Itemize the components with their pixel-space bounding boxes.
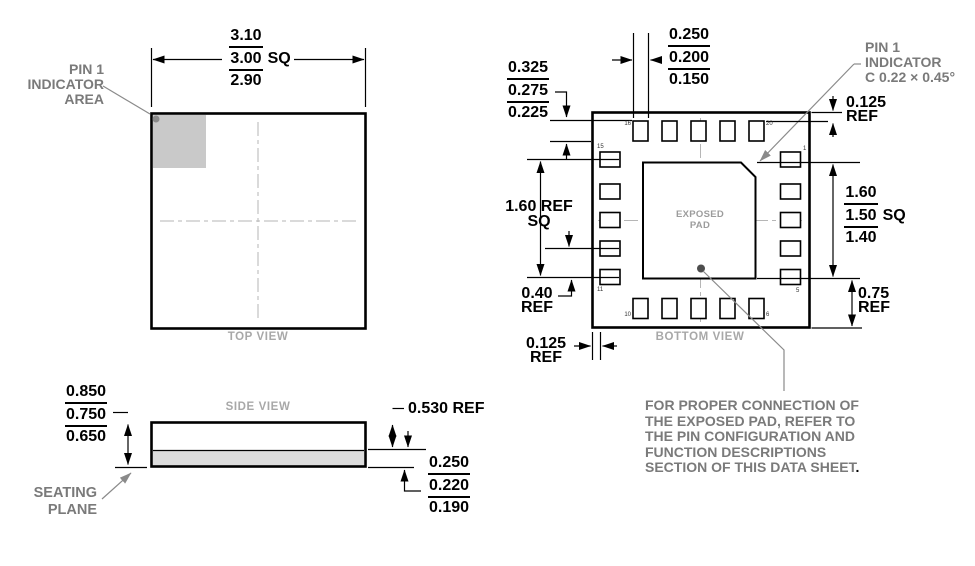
left-leads (600, 152, 620, 285)
pad-size-dimension (842, 184, 906, 250)
note-line1: FOR PROPER CONNECTION OF (645, 397, 859, 413)
height-min: 0.650 (65, 428, 107, 445)
pin-number-10: 10 (624, 312, 631, 318)
exposed-pad-note (645, 398, 859, 476)
lead-width-min: 0.150 (668, 71, 710, 88)
lead-length-dimension (501, 59, 555, 125)
lead-width-dimension (662, 26, 716, 92)
body-size-suffix: SQ (267, 49, 291, 67)
lead-thickness-dimension (423, 454, 475, 520)
pad-size-nom: 1.50 (845, 206, 877, 224)
pad-size-suffix: SQ (882, 206, 906, 224)
edge-clearance-dimension (518, 337, 574, 365)
pin1-indicator-line2: INDICATOR (865, 54, 942, 70)
pin-number-5: 5 (796, 288, 800, 294)
pin1-area-line1: PIN 1 (68, 61, 104, 77)
side-view-figure (102, 409, 426, 500)
pad-to-edge-value: 0.75 (858, 285, 890, 302)
lead-span-line2: SQ (527, 213, 551, 230)
pitch-dimension (512, 287, 562, 315)
side-view-label: SIDE VIEW (225, 401, 291, 413)
pin-number-1: 1 (803, 146, 807, 152)
note-line2: THE EXPOSED PAD, REFER TO (645, 412, 856, 429)
height-dimension (60, 383, 112, 449)
top-leads (633, 121, 764, 141)
lead-width-max: 0.250 (668, 26, 710, 47)
pitch-ref: REF (521, 299, 553, 316)
top-view-label: TOP VIEW (227, 331, 289, 343)
lead-span-line1: 1.60 REF (505, 198, 573, 215)
note-line3: THE PIN CONFIGURATION AND (645, 428, 855, 444)
bottom-view-label: BOTTOM VIEW (655, 331, 745, 343)
pin-number-11: 11 (597, 287, 604, 293)
note-line5-text: SECTION OF THIS DATA SHEET (645, 459, 856, 475)
pad-size-max: 1.60 (844, 184, 877, 205)
pin1-indicator-line1: PIN 1 (865, 39, 901, 55)
lead-thickness-min: 0.190 (428, 499, 470, 516)
pin1-indicator-area-fill (153, 115, 206, 168)
seating-plane-label (7, 485, 97, 518)
pin1-area-line2: INDICATOR (27, 76, 104, 92)
body-size-dimension (214, 27, 291, 93)
pad-size-min: 1.40 (845, 229, 877, 246)
edge-clearance-ref: REF (530, 349, 562, 366)
lead-setback-value: 0.125 (846, 94, 887, 111)
body-size-min: 2.90 (230, 72, 262, 89)
bottom-leads (633, 299, 764, 319)
seating-plane-line2: PLANE (47, 501, 97, 518)
lead-length-min: 0.225 (507, 104, 549, 121)
lead-span-dimension (498, 199, 580, 229)
lead-length-nom: 0.275 (507, 82, 549, 103)
pad-size-nom-row (844, 206, 906, 228)
lead-length-max: 0.325 (507, 59, 549, 80)
pin-number-6: 6 (766, 312, 770, 318)
pin1-area-leader-dot (153, 116, 160, 123)
exposed-pad-line1: EXPOSED (675, 209, 725, 220)
lead-setback-ref: REF (846, 108, 878, 125)
body-ref-dimension: 0.530 REF (408, 400, 485, 417)
note-period: . (855, 459, 860, 475)
height-max: 0.850 (65, 383, 107, 404)
pad-to-edge-ref: REF (858, 299, 890, 316)
exposed-pad-line2: PAD (689, 220, 711, 231)
body-size-max: 3.10 (229, 27, 262, 48)
exposed-pad-label (660, 209, 740, 231)
lead-frame-strip (153, 451, 364, 466)
lead-width-nom: 0.200 (668, 49, 710, 70)
pin-number-20: 20 (766, 121, 773, 127)
right-leads (781, 152, 801, 285)
pin1-indicator-line3: C 0.22 × 0.45° (865, 69, 956, 85)
body-size-nom: 3.00 (230, 49, 262, 67)
lead-thickness-nom: 0.220 (428, 477, 470, 498)
note-line5 (645, 460, 859, 476)
pin1-indicator-area-label (14, 62, 104, 107)
height-nom: 0.750 (65, 406, 107, 427)
body-size-nom-row (229, 49, 291, 71)
note-line4: FUNCTION DESCRIPTIONS (645, 443, 827, 460)
pin-number-15: 15 (597, 144, 604, 150)
seating-plane-line1: SEATING (33, 485, 97, 501)
pitch-value: 0.40 (521, 285, 553, 302)
lead-thickness-max: 0.250 (428, 454, 470, 475)
pin-number-16: 16 (624, 121, 631, 127)
pin1-area-line3: AREA (64, 91, 104, 107)
edge-clearance-value: 0.125 (525, 335, 567, 352)
pad-to-edge-dimension (858, 287, 890, 315)
lead-setback-dimension (846, 96, 886, 124)
pin1-indicator-label (865, 40, 955, 85)
